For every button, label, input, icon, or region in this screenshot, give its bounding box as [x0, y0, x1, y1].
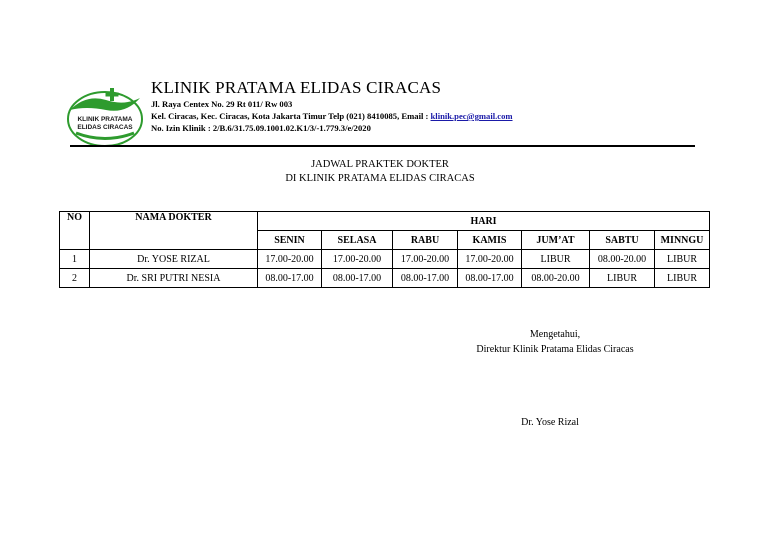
col-header-no: NO: [60, 212, 90, 250]
schedule-cell: 17.00-20.00: [258, 250, 322, 269]
table-row: [60, 269, 710, 288]
document-subtitle: DI KLINIK PRATAMA ELIDAS CIRACAS: [285, 173, 475, 184]
signatory-position: Direktur Klinik Pratama Elidas Ciracas: [476, 344, 634, 355]
row-number: 2: [60, 269, 90, 288]
document-title: JADWAL PRAKTEK DOKTER: [311, 159, 449, 170]
schedule-cell: 08.00-17.00: [458, 269, 522, 288]
table-row: [60, 250, 710, 269]
row-number: 1: [60, 250, 90, 269]
clinic-logo: [66, 86, 144, 148]
col-header-day: SABTU: [590, 231, 655, 250]
schedule-cell: 08.00-17.00: [393, 269, 458, 288]
schedule-cell: 08.00-17.00: [322, 269, 393, 288]
schedule-cell: 08.00-17.00: [258, 269, 322, 288]
schedule-cell: LIBUR: [590, 269, 655, 288]
address-line-1: Jl. Raya Centex No. 29 Rt 011/ Rw 003: [151, 99, 293, 109]
schedule-cell: 17.00-20.00: [458, 250, 522, 269]
col-header-day: KAMIS: [458, 231, 522, 250]
schedule-cell: LIBUR: [655, 250, 710, 269]
col-header-doctor-name: NAMA DOKTER: [90, 212, 258, 250]
doctor-name: Dr. YOSE RIZAL: [90, 250, 258, 269]
logo-text-line2: ELIDAS CIRACAS: [77, 124, 133, 131]
schedule-table: [59, 211, 710, 288]
logo-text-line1: KLINIK PRATAMA: [77, 116, 133, 123]
col-header-day-group: HARI: [258, 212, 710, 231]
col-header-day: SENIN: [258, 231, 322, 250]
schedule-cell: 17.00-20.00: [393, 250, 458, 269]
address-line-2: [151, 111, 513, 121]
clinic-name: KLINIK PRATAMA ELIDAS CIRACAS: [151, 78, 442, 97]
acknowledgement-label: Mengetahui,: [529, 329, 581, 340]
license-number: No. Izin Klinik : 2/B.6/31.75.09.1001.02.K1/3/-1.779.3/e/2020: [151, 123, 371, 133]
schedule-cell: 08.00-20.00: [522, 269, 590, 288]
col-header-day: JUM’AT: [522, 231, 590, 250]
email-link[interactable]: klinik.pec@gmail.com: [430, 111, 513, 121]
schedule-cell: LIBUR: [522, 250, 590, 269]
signatory-name: Dr. Yose Rizal: [521, 417, 579, 428]
schedule-cell: 17.00-20.00: [322, 250, 393, 269]
schedule-cell: LIBUR: [655, 269, 710, 288]
doctor-name: Dr. SRI PUTRI NESIA: [90, 269, 258, 288]
col-header-day: MINNGU: [655, 231, 710, 250]
col-header-day: RABU: [393, 231, 458, 250]
header-divider: [70, 145, 695, 147]
col-header-day: SELASA: [322, 231, 393, 250]
schedule-cell: 08.00-20.00: [590, 250, 655, 269]
address-line-2-text: Kel. Ciracas, Kec. Ciracas, Kota Jakarta Timur Telp (021) 8410085, Email :: [151, 111, 431, 121]
